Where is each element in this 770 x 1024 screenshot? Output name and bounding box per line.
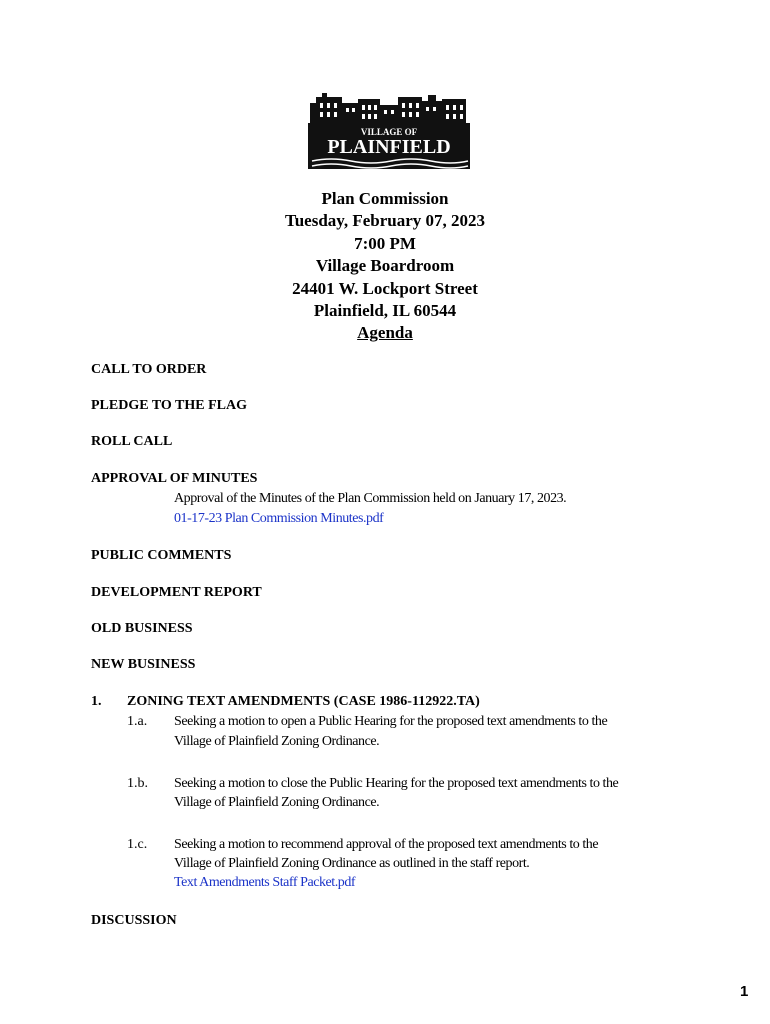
meeting-header [0,188,770,345]
section-old-business: OLD BUSINESS [91,621,193,636]
item-title: ZONING TEXT AMENDMENTS (CASE 1986-112922.TA) [127,694,480,709]
page-number: 1 [740,983,749,1000]
section-pledge: PLEDGE TO THE FLAG [91,398,247,413]
section-approval-of-minutes: APPROVAL OF MINUTES [91,471,258,486]
meeting-location: Village Boardroom [315,256,455,276]
section-public-comments: PUBLIC COMMENTS [91,548,232,563]
village-logo [306,93,472,173]
subitem-label: 1.a. [127,714,148,729]
subitem-text: Seeking a motion to recommend approval of the proposed text amendments to the [174,837,599,852]
meeting-time: 7:00 PM [354,233,416,253]
subitem-text: Village of Plainfield Zoning Ordinance. [174,795,380,810]
subitem-label: 1.b. [127,776,148,791]
item-number: 1. [91,694,102,709]
subitem-text: Village of Plainfield Zoning Ordinance as outlined in the staff report. [174,856,530,871]
meeting-city: Plainfield, IL 60544 [313,301,457,321]
section-new-business: NEW BUSINESS [91,657,196,672]
approval-text: Approval of the Minutes of the Plan Commission held on January 17, 2023. [174,491,567,506]
section-roll-call: ROLL CALL [91,434,173,449]
agenda-heading: Agenda [357,323,413,343]
subitem-text: Village of Plainfield Zoning Ordinance. [174,734,380,749]
logo-big-text: PLAINFIELD [327,136,451,158]
section-development-report: DEVELOPMENT REPORT [91,585,262,600]
subitem-label: 1.c. [127,837,148,852]
minutes-pdf-link[interactable]: 01-17-23 Plan Commission Minutes.pdf [174,511,384,526]
section-call-to-order: CALL TO ORDER [91,362,207,377]
logo-small-text: VILLAGE OF [360,127,418,137]
section-discussion: DISCUSSION [91,913,177,928]
meeting-title: Plan Commission [321,189,449,208]
meeting-street: 24401 W. Lockport Street [292,278,478,298]
staff-packet-pdf-link[interactable]: Text Amendments Staff Packet.pdf [174,875,356,890]
subitem-text: Seeking a motion to open a Public Hearing for the proposed text amendments to the [174,714,608,729]
subitem-text: Seeking a motion to close the Public Hearing for the proposed text amendments to the [174,776,619,791]
meeting-date: Tuesday, February 07, 2023 [284,211,486,231]
